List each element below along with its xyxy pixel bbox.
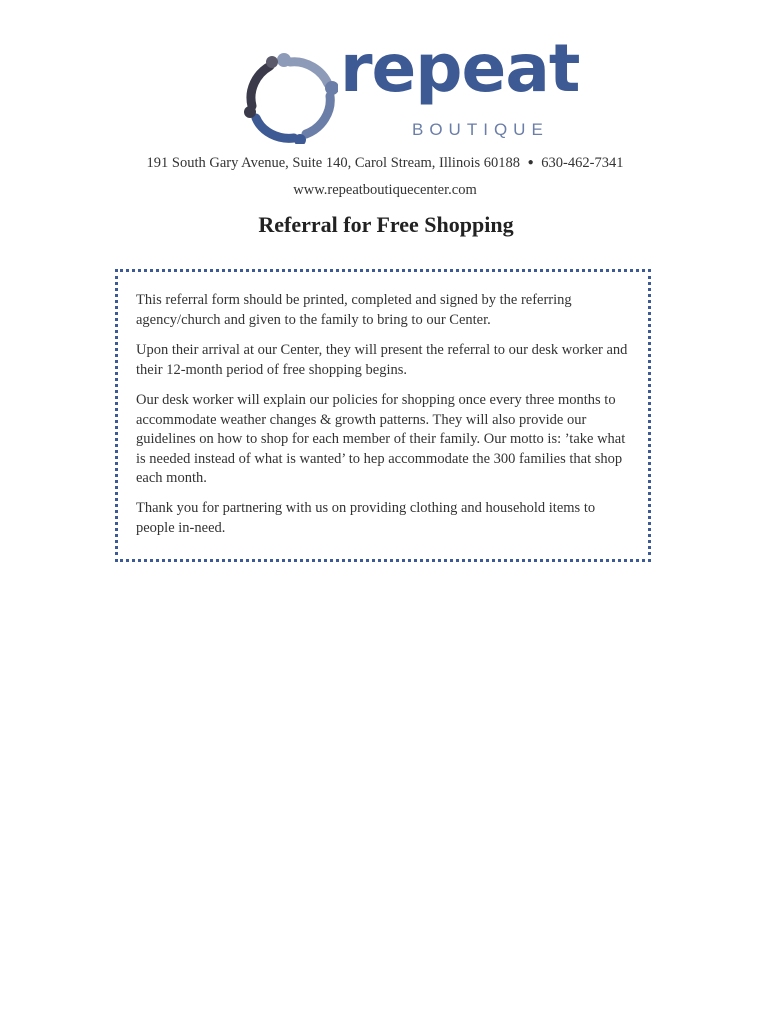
- paragraph-2: Upon their arrival at our Center, they will present the referral to our desk worker and their 12-month period of free shopping begins.: [136, 342, 628, 378]
- info-box: [115, 269, 651, 562]
- paragraph-4: Thank you for partnering with us on providing clothing and household items to people in-need.: [136, 500, 596, 536]
- address-line: [0, 155, 770, 172]
- paragraph-3: Our desk worker will explain our policies for shopping once every three months to accommodate weather changes & growth patterns. They will also provide our guidelines on how to shop for each member of their family. Our motto is: ’take what is needed instead of what is wanted’ to hep accommodate the 300 families that shop each month.: [136, 392, 626, 486]
- logo-subtitle: BOUTIQUE: [412, 120, 549, 139]
- street-address: 191 South Gary Avenue, Suite 140, Carol Stream, Illinois 60188: [146, 155, 520, 171]
- phone-number: 630-462-7341: [541, 155, 624, 171]
- website-url: www.repeatboutiquecenter.com: [293, 182, 477, 198]
- page-title: Referral for Free Shopping: [258, 212, 514, 237]
- people-circle-logo-icon: [244, 52, 338, 144]
- paragraph-1: This referral form should be printed, completed and signed by the referring agency/church and given to the family to bring to our Center.: [136, 292, 572, 328]
- separator-dot: ●: [527, 157, 534, 168]
- logo-wordmark: repeat: [340, 30, 580, 107]
- repeat-boutique-logo: [244, 30, 580, 146]
